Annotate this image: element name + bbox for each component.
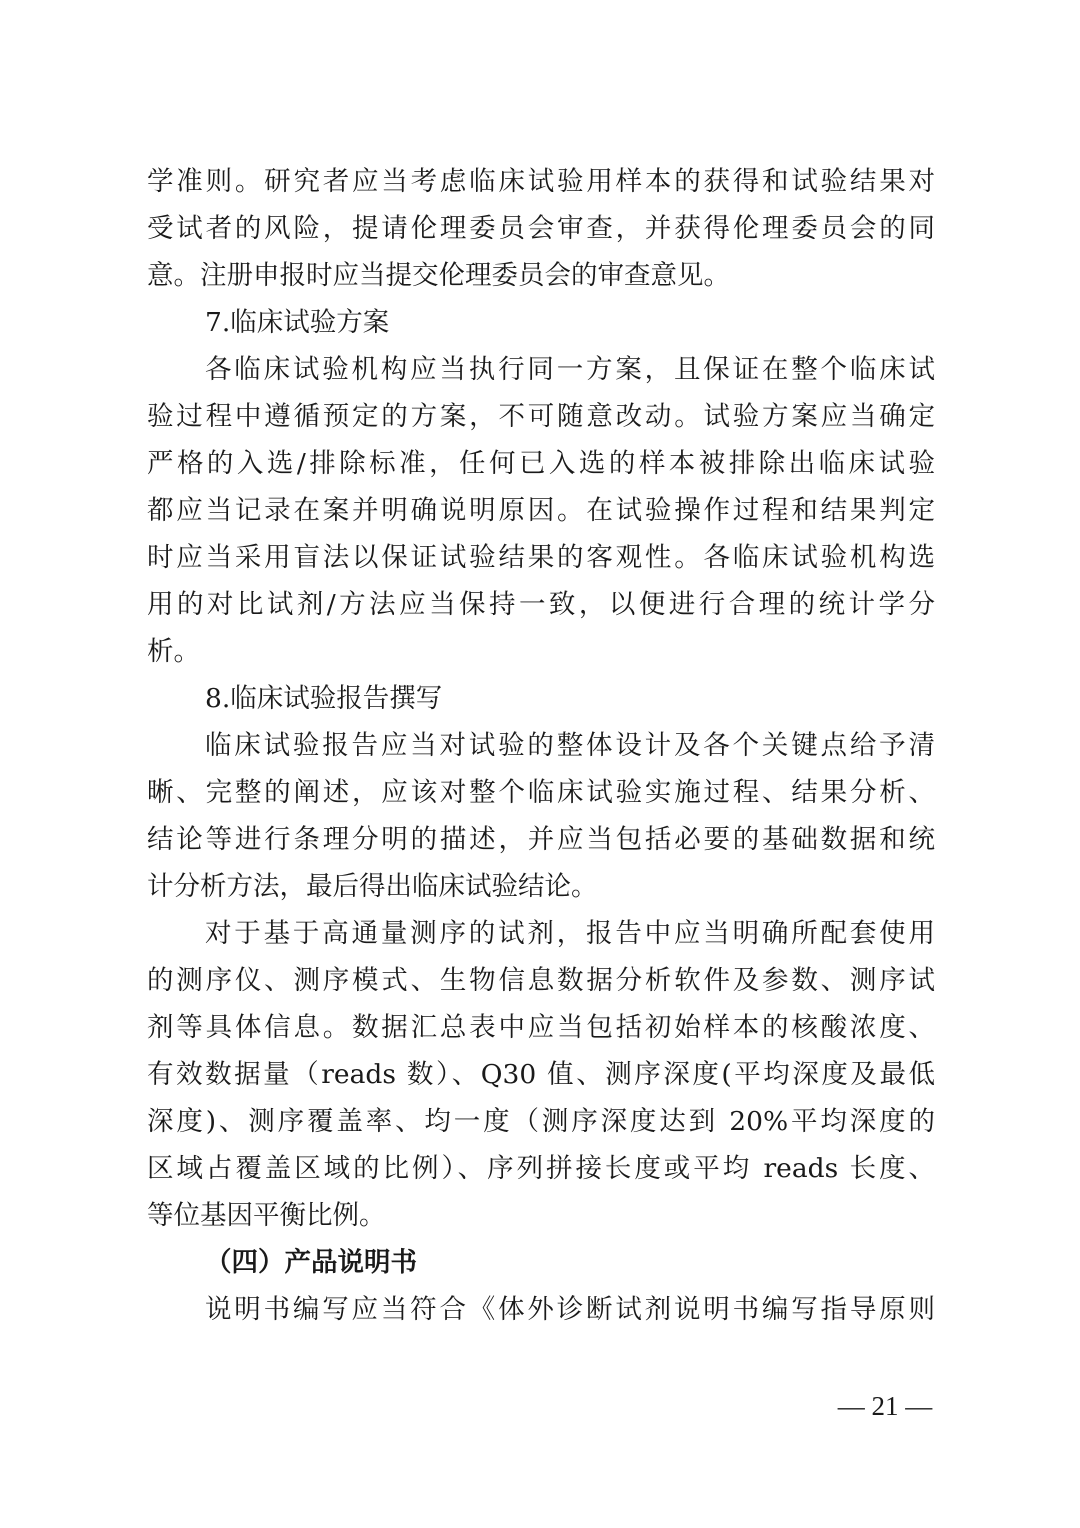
page-number: — 21 —	[837, 1391, 933, 1421]
body-line: 时应当采用盲法以保证试验结果的客观性。各临床试验机构选	[147, 542, 935, 573]
body-line: 晰、完整的阐述，应该对整个临床试验实施过程、结果分析、	[147, 777, 935, 808]
body-line: 临床试验报告应当对试验的整体设计及各个关键点给予清	[205, 730, 935, 761]
body-line: 严格的入选/排除标准，任何已入选的样本被排除出临床试验	[147, 448, 935, 479]
body-line: 区域占覆盖区域的比例）、序列拼接长度或平均 reads 长度、	[147, 1153, 935, 1184]
body-line: 受试者的风险，提请伦理委员会审查，并获得伦理委员会的同	[147, 213, 935, 244]
body-line: 意。注册申报时应当提交伦理委员会的审查意见。	[147, 260, 730, 291]
body-line: 说明书编写应当符合《体外诊断试剂说明书编写指导原则	[205, 1294, 935, 1325]
body-line: 深度)、测序覆盖率、均一度（测序深度达到 20%平均深度的	[147, 1106, 935, 1137]
section-heading-7: 7.临床试验方案	[205, 307, 390, 338]
body-line: 计分析方法，最后得出临床试验结论。	[147, 871, 598, 902]
body-line: 学准则。研究者应当考虑临床试验用样本的获得和试验结果对	[147, 166, 935, 197]
body-line: 各临床试验机构应当执行同一方案，且保证在整个临床试	[205, 354, 935, 385]
body-line: 结论等进行条理分明的描述，并应当包括必要的基础数据和统	[147, 824, 935, 855]
body-line: 剂等具体信息。数据汇总表中应当包括初始样本的核酸浓度、	[147, 1012, 935, 1043]
body-line: 等位基因平衡比例。	[147, 1200, 386, 1231]
body-line: 都应当记录在案并明确说明原因。在试验操作过程和结果判定	[147, 495, 935, 526]
body-line: 析。	[147, 636, 200, 667]
body-line: 对于基于高通量测序的试剂，报告中应当明确所配套使用	[205, 918, 935, 949]
body-line: 的测序仪、测序模式、生物信息数据分析软件及参数、测序试	[147, 965, 935, 996]
body-line: 验过程中遵循预定的方案，不可随意改动。试验方案应当确定	[147, 401, 935, 432]
section-heading-8: 8.临床试验报告撰写	[205, 683, 443, 714]
body-line: 有效数据量（reads 数）、Q30 值、测序深度(平均深度及最低	[147, 1059, 935, 1090]
body-line: 用的对比试剂/方法应当保持一致，以便进行合理的统计学分	[147, 589, 935, 620]
section-heading-product-manual: （四）产品说明书	[205, 1247, 417, 1278]
